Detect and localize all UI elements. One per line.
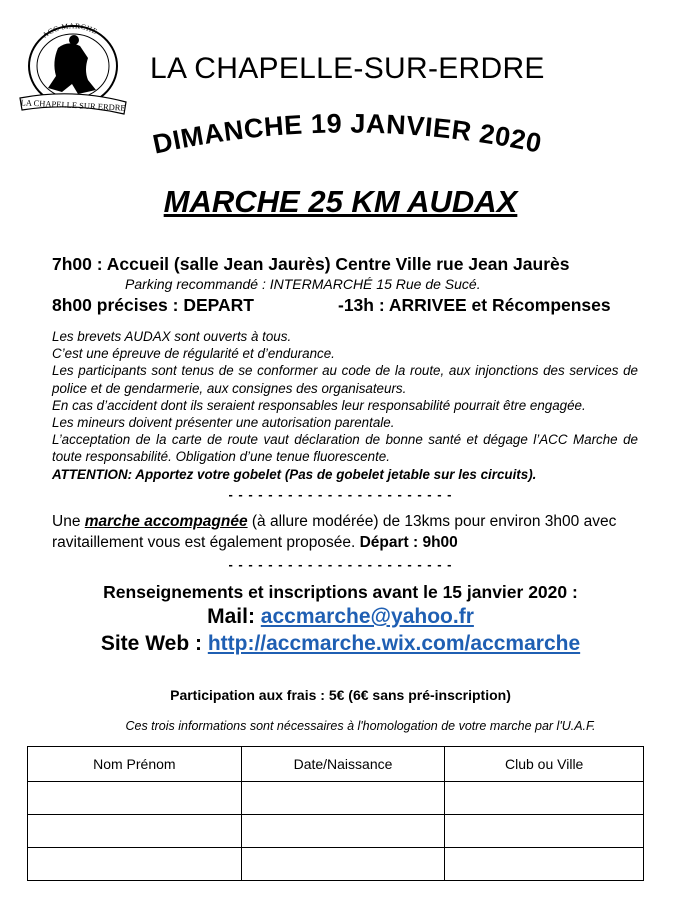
separator: - - - - - - - - - - - - - - - - - - - - - - - (228, 487, 453, 502)
welcome-line: 7h00 : Accueil (salle Jean Jaurès) Centre Ville rue Jean Jaurès (52, 254, 570, 274)
registration-line: Renseignements et inscriptions avant le 15 janvier 2020 : (103, 582, 578, 602)
header-club-ville: Club ou Ville (445, 747, 644, 782)
svg-text:ACC MARCHE (41, 21, 99, 39)
cell-date-naissance[interactable] (241, 782, 445, 815)
table-header-row (28, 747, 644, 782)
cell-date-naissance[interactable] (241, 815, 445, 848)
web-label: Site Web : (100, 632, 208, 655)
rule-line: Les participants sont tenus de se conformer au code de la route, aux injonctions des services de police et de gendarmerie, aux consignes des organisateurs. (52, 363, 638, 396)
arrivee-line: -13h : ARRIVEE et Récompenses (338, 295, 611, 315)
svg-text:DIMANCHE 19 JANVIER 2020 (150, 108, 544, 159)
march-title: MARCHE 25 KM AUDAX (163, 184, 518, 219)
date-headline (0, 108, 681, 178)
cell-club-ville[interactable] (445, 848, 644, 881)
uaf-note: Ces trois informations sont nécessaires à l'homologation de votre marche par l'U.A.F. (125, 719, 596, 733)
rule-line: L’acceptation de la carte de route vaut déclaration de bonne santé et dégage l’ACC Marche de toute responsabilité. Obligation d’une tenue fluorescente. (52, 432, 638, 465)
parking-line: Parking recommandé : INTERMARCHÉ 15 Rue de Sucé. (125, 276, 481, 292)
cell-club-ville[interactable] (445, 815, 644, 848)
web-line (0, 632, 681, 656)
rule-line: Les mineurs doivent présenter une autorisation parentale. (52, 415, 395, 431)
web-link[interactable]: http://accmarche.wix.com/accmarche (207, 632, 581, 655)
accomp-depart: Départ : 9h00 (359, 534, 458, 551)
accomp-text: (à allure modérée) de 13kms pour environ 3h00 avec ravitaillement vous est également proposée. (52, 513, 617, 551)
table-row (28, 848, 644, 881)
cell-nom-prenom[interactable] (28, 848, 242, 881)
fees-line: Participation aux frais : 5€ (6€ sans pré-inscription) (170, 687, 511, 703)
logo-top-text: ACC MARCHE (40, 21, 100, 40)
rules-block (52, 328, 638, 483)
mail-link[interactable]: accmarche@yahoo.fr (260, 605, 474, 628)
date-headline-text: DIMANCHE 19 JANVIER 2020 (150, 108, 545, 160)
rule-line: C’est une épreuve de régularité et d’endurance. (52, 346, 335, 362)
header-date-naissance: Date/Naissance (241, 747, 445, 782)
rule-line: Les brevets AUDAX sont ouverts à tous. (52, 329, 292, 344)
accomp-emphasis: marche accompagnée (84, 513, 248, 530)
depart-line: 8h00 précises : DEPART (52, 295, 254, 315)
club-logo (18, 18, 128, 122)
cell-nom-prenom[interactable] (28, 815, 242, 848)
rule-line: En cas d’accident dont ils seraient responsables leur responsabilité pourrait être engagée. (52, 397, 586, 413)
mail-label: Mail: (207, 605, 261, 628)
separator: - - - - - - - - - - - - - - - - - - - - - - - (228, 557, 453, 572)
attention-line: ATTENTION: Apportez votre gobelet (Pas de gobelet jetable sur les circuits). (52, 466, 537, 482)
cell-nom-prenom[interactable] (28, 782, 242, 815)
cell-date-naissance[interactable] (241, 848, 445, 881)
registration-table (27, 746, 644, 881)
mail-line (0, 605, 681, 629)
table-row (28, 815, 644, 848)
header-nom-prenom: Nom Prénom (28, 747, 242, 782)
table-row (28, 782, 644, 815)
accompanied-walk (52, 511, 642, 553)
accomp-prefix: Une (52, 513, 85, 530)
logo-banner-text: LA CHAPELLE SUR ERDRE (20, 97, 126, 113)
town-title: LA CHAPELLE-SUR-ERDRE (150, 52, 545, 85)
cell-club-ville[interactable] (445, 782, 644, 815)
